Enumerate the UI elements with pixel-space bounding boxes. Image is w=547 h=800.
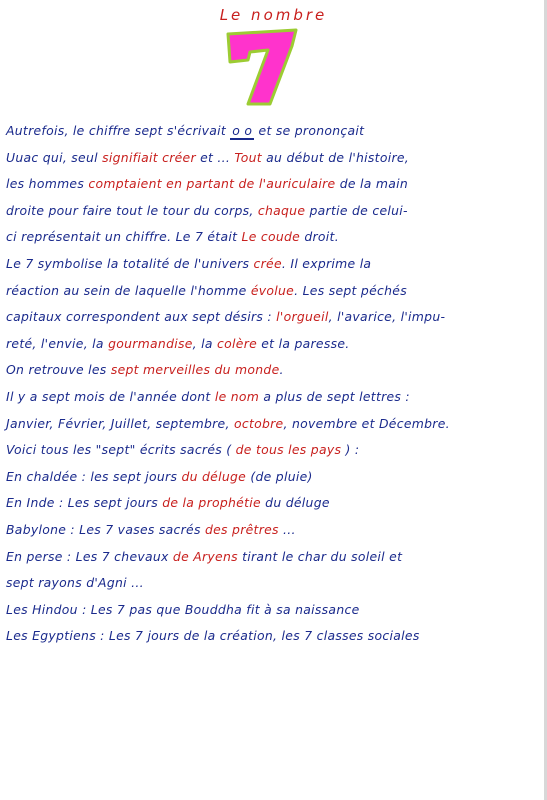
line-text: Autrefois, le chiffre sept s'écrivait bbox=[6, 123, 231, 138]
text-line bbox=[6, 331, 542, 358]
big-seven-numeral bbox=[222, 26, 302, 108]
highlighted-text: Tout bbox=[234, 149, 262, 165]
line-text: . Il exprime la bbox=[281, 255, 372, 271]
text-line bbox=[6, 357, 542, 384]
line-text: Janvier, Février, Juillet, septembre, bbox=[6, 415, 234, 431]
highlighted-text: de la prophétie bbox=[162, 495, 261, 511]
highlighted-text: signifiait créer bbox=[102, 149, 196, 165]
text-line bbox=[6, 384, 542, 411]
line-text: Voici tous les "sept" écrits sacrés ( bbox=[6, 442, 236, 458]
highlighted-text: comptaient en partant de l'auriculaire bbox=[88, 176, 336, 192]
line-text: On retrouve les bbox=[6, 362, 111, 378]
line-text: droit. bbox=[300, 229, 339, 245]
line-text: tirant le char du soleil et bbox=[237, 548, 403, 564]
line-text: ) : bbox=[341, 442, 360, 458]
text-line bbox=[6, 411, 542, 438]
line-text: reté, l'envie, la bbox=[6, 335, 109, 351]
text-line bbox=[6, 118, 542, 145]
text-line bbox=[6, 517, 542, 544]
line-text: ... bbox=[278, 521, 296, 537]
line-text: Babylone : Les 7 vases sacrés bbox=[6, 521, 205, 537]
highlighted-text: crée bbox=[253, 255, 282, 271]
line-text: , la bbox=[192, 335, 218, 351]
line-text: Le 7 symbolise la totalité de l'univers bbox=[6, 255, 254, 271]
text-line bbox=[6, 145, 542, 172]
text-line bbox=[6, 597, 542, 624]
line-text: et ... bbox=[195, 149, 235, 165]
line-text: sept rayons d'Agni ... bbox=[6, 575, 144, 591]
line-text: capitaux correspondent aux sept désirs : bbox=[6, 309, 277, 325]
text-line bbox=[6, 490, 542, 517]
line-text: Uuac qui, seul bbox=[6, 149, 103, 165]
text-line bbox=[6, 464, 542, 491]
line-text: En chaldée : les sept jours bbox=[6, 468, 182, 484]
line-text: au début de l'histoire, bbox=[261, 149, 410, 165]
highlighted-text: gourmandise bbox=[108, 335, 193, 351]
line-text: Les Hindou : Les 7 pas que Bouddha fit à sa naissance bbox=[6, 601, 360, 617]
line-text: les hommes bbox=[6, 176, 89, 192]
highlighted-text: Le coude bbox=[241, 229, 301, 245]
line-text: de la main bbox=[335, 176, 409, 192]
text-line bbox=[6, 437, 542, 464]
line-text: ci représentait un chiffre. Le 7 était bbox=[6, 229, 242, 245]
text-line bbox=[6, 623, 542, 650]
text-line bbox=[6, 171, 542, 198]
page-title: Le nombre bbox=[219, 6, 328, 24]
text-line bbox=[6, 570, 542, 597]
line-text: En perse : Les 7 chevaux bbox=[6, 548, 173, 564]
highlighted-text: colère bbox=[217, 335, 258, 351]
text-line bbox=[6, 544, 542, 571]
handwritten-text-body bbox=[6, 118, 542, 650]
line-text: . Les sept péchés bbox=[294, 282, 407, 298]
text-line bbox=[6, 304, 542, 331]
highlighted-text: chaque bbox=[257, 202, 306, 218]
highlighted-text: de Aryens bbox=[172, 548, 238, 564]
line-text: a plus de sept lettres : bbox=[259, 388, 410, 404]
highlighted-text: octobre bbox=[233, 415, 284, 431]
line-text: (de pluie) bbox=[246, 468, 313, 484]
line-text: . bbox=[279, 362, 284, 378]
highlighted-text: du déluge bbox=[181, 468, 247, 484]
line-text: et se prononçait bbox=[254, 123, 365, 138]
highlighted-text: des prêtres bbox=[204, 521, 279, 537]
line-text: du déluge bbox=[260, 495, 330, 511]
highlighted-text: l'orgueil bbox=[276, 309, 329, 325]
text-line bbox=[6, 198, 542, 225]
line-text: réaction au sein de laquelle l'homme bbox=[6, 282, 251, 298]
line-text: Il y a sept mois de l'année dont bbox=[6, 388, 215, 404]
text-line bbox=[6, 251, 542, 278]
line-text: partie de celui- bbox=[305, 202, 408, 218]
line-text: droite pour faire tout le tour du corps, bbox=[6, 202, 258, 218]
highlighted-text: sept merveilles du monde bbox=[110, 362, 280, 378]
text-line bbox=[6, 224, 542, 251]
ancient-seven-glyph: o o bbox=[232, 123, 253, 138]
line-text: Les Egyptiens : Les 7 jours de la création, les 7 classes sociales bbox=[6, 628, 420, 644]
line-text: En Inde : Les sept jours bbox=[6, 495, 163, 511]
text-line bbox=[6, 278, 542, 305]
highlighted-text: le nom bbox=[214, 388, 260, 404]
highlighted-text: évolue bbox=[250, 282, 295, 298]
line-text: , novembre et Décembre. bbox=[283, 415, 450, 431]
line-text: , l'avarice, l'impu- bbox=[328, 309, 446, 325]
line-text: et la paresse. bbox=[257, 335, 350, 351]
highlighted-text: de tous les pays bbox=[235, 442, 342, 458]
